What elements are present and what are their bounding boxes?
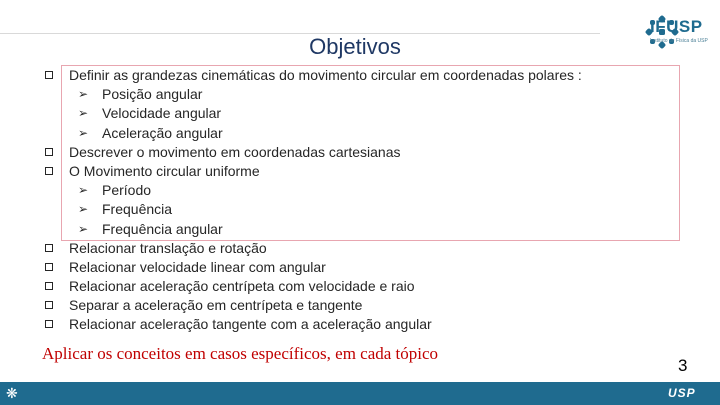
checkbox-bullet-icon: [45, 320, 53, 328]
bottom-bar: [0, 382, 720, 405]
list-item: [44, 162, 664, 181]
sub-list-item: [44, 220, 664, 239]
ifusp-logo-text: IFUSP: [650, 17, 703, 36]
checkbox-bullet-icon: [45, 148, 53, 156]
list-item: [44, 277, 664, 296]
list-item-text: Velocidade angular: [102, 105, 222, 122]
page-number: 3: [678, 356, 688, 375]
list-item-text: Relacionar translação e rotação: [69, 239, 267, 256]
checkbox-bullet-icon: [45, 263, 53, 271]
usp-logo: USP: [668, 386, 696, 400]
sub-list-item: [44, 104, 664, 123]
list-item-text: Período: [102, 182, 152, 199]
list-item-text: Frequência angular: [102, 220, 223, 237]
checkbox-bullet-icon: [45, 301, 53, 309]
list-item-text: Definir as grandezas cinemáticas do movimento circular em coordenadas polares :: [69, 67, 582, 83]
sub-list-item: [44, 181, 664, 200]
checkbox-bullet-icon: [45, 282, 53, 290]
list-item-text: Aceleração angular: [102, 124, 223, 141]
list-item: [44, 239, 664, 258]
list-item-text: Frequência: [102, 201, 173, 218]
list-item-text: O Movimento circular uniforme: [69, 162, 260, 179]
checkbox-bullet-icon: [45, 167, 53, 175]
list-item: [44, 296, 664, 315]
list-item-text: Posição angular: [102, 86, 203, 103]
ifusp-logo-subtitle: Instituto de Física da USP: [650, 38, 708, 44]
slide-title: Objetivos: [309, 34, 401, 59]
list-item: [44, 143, 664, 162]
arrow-bullet-icon: ➢: [78, 183, 89, 198]
footer-note: Aplicar os conceitos em casos específicos, em cada tópico: [42, 344, 439, 363]
arrow-bullet-icon: ➢: [78, 221, 89, 236]
list-item-text: Descrever o movimento em coordenadas cartesianas: [69, 143, 401, 160]
checkbox-bullet-icon: [45, 244, 53, 252]
arrow-bullet-icon: ➢: [78, 125, 89, 140]
list-item: [44, 66, 664, 85]
sub-list-item: [44, 200, 664, 219]
arrow-bullet-icon: ➢: [78, 87, 89, 102]
list-item-text: Relacionar aceleração centrípeta com velocidade e raio: [69, 278, 415, 295]
objectives-list: [44, 66, 664, 335]
list-item-text: Separar a aceleração em centrípeta e tangente: [69, 297, 363, 314]
arrow-bullet-icon: ➢: [78, 202, 89, 217]
list-item: [44, 315, 664, 334]
list-item-text: Relacionar aceleração tangente com a aceleração angular: [69, 316, 432, 333]
checkbox-bullet-icon: [45, 71, 53, 79]
ifusp-small-icon: ❋: [6, 385, 18, 401]
sub-list-item: [44, 124, 664, 143]
sub-list-item: [44, 85, 664, 104]
list-item: [44, 258, 664, 277]
list-item-text: Relacionar velocidade linear com angular: [69, 258, 326, 275]
arrow-bullet-icon: ➢: [78, 106, 89, 121]
